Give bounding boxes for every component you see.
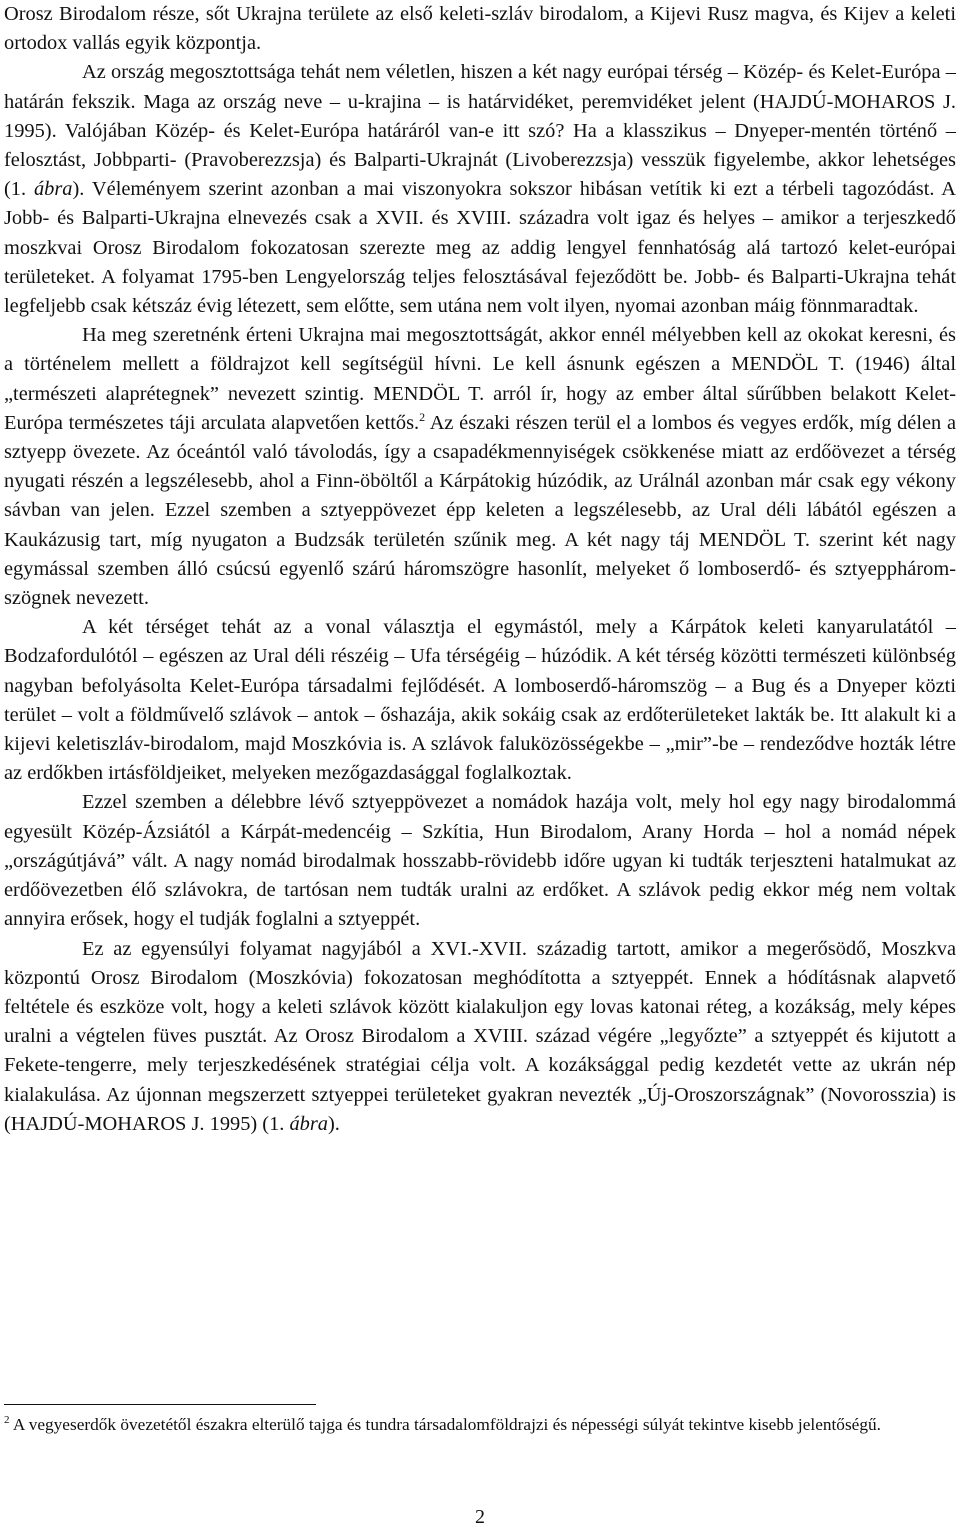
paragraph (4, 935, 956, 1139)
paragraph-text: Orosz Birodalom része, sőt Ukrajna területe az első keleti-szláv birodalom, a Kijevi Rusz magva, és Kijev a keleti ortodox vallás egyik központja. (4, 3, 956, 55)
paragraph-text: Ez az egyensúlyi folyamat nagyjából a XVI.-XVII. századig tartott, amikor a megerősödő, Moszkva központú Orosz Birodalom (Moszkóvia) fokozatosan meghódította a sztyeppét. Ennek a hódításnak alapvető feltétele és eszköze volt, hogy a keleti szlávok között kialakuljon egy lovas katonai réteg, a kozákság, mely képes uralni a végtelen füves pusztát. Az Orosz Birodalom a XVIII. század végére „legyőzte” a sztyeppét és kijutott a Fekete-tengerre, mely terjeszkedésének stratégiai célja volt. A kozáksággal pedig kezdetét vette az ukrán nép kialakulása. Az újonnan megszerzett sztyeppei területeket gyakran nevezték „Új-Oroszországnak” (Novorosszia) is (HAJDÚ-MOHAROS J. 1995) (1. (4, 937, 956, 1135)
paragraph-text: ). (328, 1112, 340, 1135)
figure-reference: ábra (33, 178, 73, 201)
paragraph-text: Ha meg szeretnénk érteni Ukrajna mai megosztottságát, akkor ennél mélyebben kell az okokat keresni, és a történelem mellett a földrajzot kell segítségül hívni. Le kell ásnunk egészen a MENDÖL T. (1946) által „természeti alaprétegnek” nevezett szintig. MENDÖL T. arról ír, hogy az ember által sűrűbben belakott Kelet-Európa természetes táji arculata alapvetően kettős. (4, 324, 956, 434)
footnote-marker: 2 (4, 1414, 10, 1427)
paragraph-text: A két térséget tehát az a vonal választja el egymástól, mely a Kárpátok keleti kanyarulatától – Bodzafordulótól – egészen az Ural déli részéig – Ufa térségéig – húzódik. A két térség közötti természeti különbség nagyban befolyásolta Kelet-Európa társadalmi fejlődését. A lomboserdő-háromszög – a Bug és a Dnyeper közti terület – volt a földművelő szlávok – antok – őshazája, akik sokáig csak az erdőterületeket lakták be. Itt alakult ki a kijevi keletiszláv-birodalom, majd Moszkóvia is. A szlávok faluközösségekbe – „mir”-be – rendeződve hozták létre az erdőkben irtásföldjeiket, melyeken mezőgazdasággal foglalkoztak. (4, 616, 956, 785)
footnote-text: A vegyeserdők övezetétől északra elterülő tajga és tundra társadalomföldrajzi és népességi súlyát tekintve kisebb jelentőségű. (9, 1415, 881, 1434)
footnote-separator (4, 1404, 316, 1405)
main-text (4, 0, 956, 1139)
paragraph-text: Az ország megosztottsága tehát nem véletlen, hiszen a két nagy európai térség – Közép- és Kelet-Európa – határán fekszik. Maga az ország neve – u-krajina – is határvidéket, peremvidéket jelent (HAJDÚ-MOHAROS J. 1995). Valójában Közép- és Kelet-Európa határáról van-e itt szó? Ha a klasszikus – Dnyeper-mentén történő – felosztást, Jobbparti- (Pravoberezzsja) és Balparti-Ukrajnát (Livoberezzsja) vesszük figyelembe, akkor lehetséges (1. (4, 61, 956, 201)
paragraph-text: ). Véleményem szerint azonban a mai viszonyokra sokszor hibásan vetítik ki ezt a térbeli tagozódást. A Jobb- és Balparti-Ukrajna elnevezés csak a XVII. és XVIII. századra volt igaz és helyes – amikor a terjeszkedő moszkvai Orosz Birodalom fokozatosan szerezte meg az addig lengyel fennhatóság alá tartozó kelet-európai területeket. A folyamat 1795-ben Lengyelország teljes felosztásával fejeződött be. Jobb- és Balparti-Ukrajna tehát legfeljebb csak kétszáz évig létezett, sem előtte, sem utána nem volt ilyen, nyomai azonban máig fönnmaradtak. (4, 178, 956, 318)
page-number: 2 (475, 1506, 485, 1528)
figure-reference: ábra (289, 1112, 329, 1135)
paragraph-text: Az északi részen terül el a lombos és vegyes erdők, míg délen a sztyepp övezete. Az óceántól való távolodás, így a csapadékmennyiségek csökkenése miatt az erdőövezet a térség nyugati részén a legszélesebb, ahol a Finn-öböltől a Kárpátokig húzódik, az Urálnál azonban már csak egy vékony sávban van jelen. Ezzel szemben a sztyeppövezet épp keleten a legszélesebb, az Ural déli lábától egészen a Kaukázusig tart, míg nyugaton a Budzsák területén szűnik meg. A két nagy táj MENDÖL T. szerint két nagy egymással szemben álló csúcsú egyenlő szárú háromszögre hasonlít, melyeket ő lomboserdő- és sztyeppháromszögnek nevezett. (4, 411, 956, 610)
paragraph (4, 58, 956, 321)
paragraph-text: Ezzel szemben a délebbre lévő sztyeppövezet a nomádok hazája volt, mely hol egy nagy birodalommá egyesült Közép-Ázsiától a Kárpát-medencéig – Szkítia, Hun Birodalom, Arany Horda – hol a nomád népek „országútjává” vált. A nagy nomád birodalmak hosszabb-rövidebb időre ugyan ki tudták terjeszteni hatalmukat az erdőövezetben élő szlávokra, de tartósan nem tudták uralni az erdőket. A szlávok pedig ekkor még nem voltak annyira erősek, hogy el tudják foglalni a sztyeppét. (4, 791, 956, 931)
document-page (4, 0, 956, 1139)
paragraph (4, 613, 956, 788)
paragraph (4, 321, 956, 613)
paragraph (4, 0, 956, 58)
footnote-reference: 2 (419, 410, 426, 425)
paragraph (4, 788, 956, 934)
footnote (4, 1412, 956, 1437)
